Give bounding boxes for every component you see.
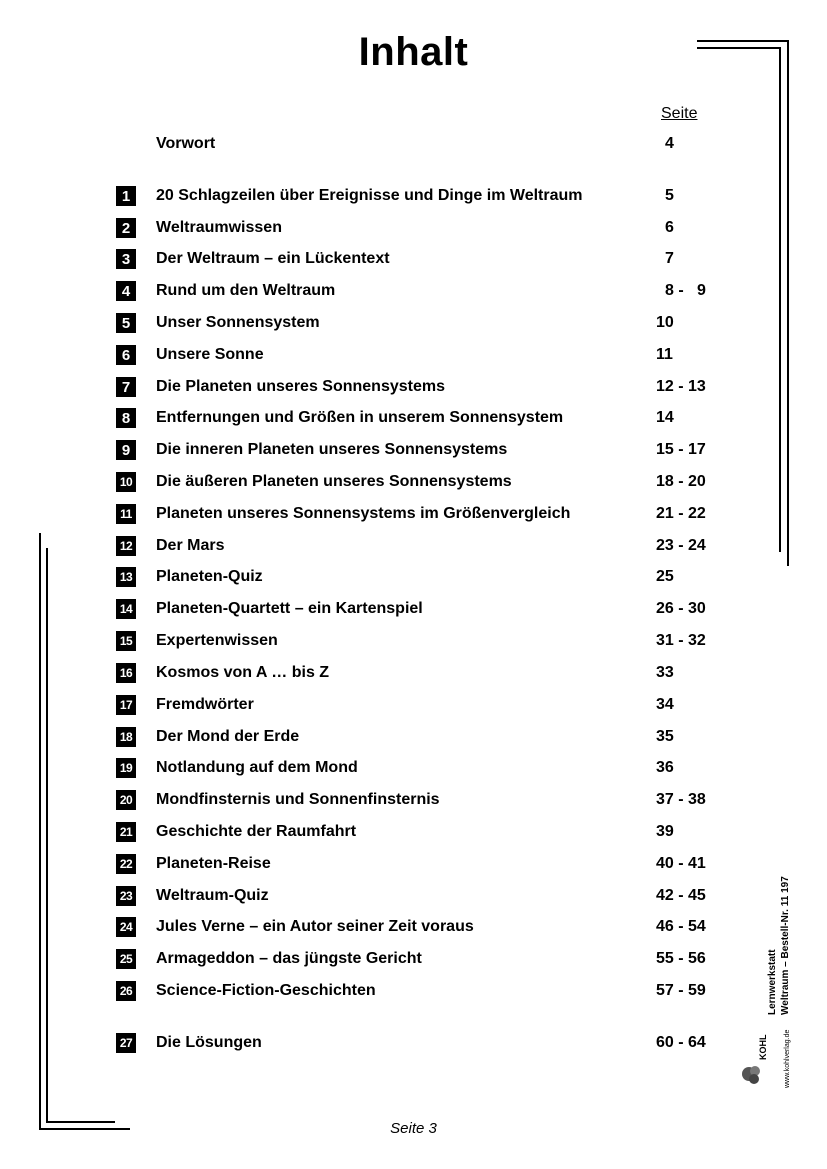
toc-entry[interactable]: [0, 663, 827, 689]
chapter-number-badge: 24: [116, 917, 136, 937]
chapter-number-badge: 23: [116, 886, 136, 906]
toc-entry-label: Die äußeren Planeten unseres Sonnensystems: [156, 473, 512, 490]
toc-entry-label: Mondfinsternis und Sonnenfinsternis: [156, 791, 440, 808]
page-footer: Seite 3: [390, 1120, 437, 1137]
toc-entry-label: Notlandung auf dem Mond: [156, 759, 358, 776]
chapter-number-badge: 22: [116, 854, 136, 874]
toc-entry-page: 15 - 17: [656, 441, 706, 458]
frame-line-top-right-inner: [697, 47, 781, 49]
chapter-number-badge: 5: [116, 313, 136, 333]
toc-entry-label: Die Planeten unseres Sonnensystems: [156, 378, 445, 395]
toc-entry-label: 20 Schlagzeilen über Ereignisse und Dinge im Weltraum: [156, 187, 583, 204]
frame-line-top-right-outer: [697, 40, 789, 42]
toc-entry[interactable]: [0, 631, 827, 657]
publisher-series: Lernwerkstatt: [767, 949, 778, 1015]
toc-entry-label: Der Mars: [156, 537, 225, 554]
toc-entry[interactable]: [0, 345, 827, 371]
chapter-number-badge: 20: [116, 790, 136, 810]
toc-entry-label: Unser Sonnensystem: [156, 314, 320, 331]
toc-entry-page: 33: [656, 664, 674, 681]
chapter-number-badge: 11: [116, 504, 136, 524]
toc-entry-page: 60 - 64: [656, 1034, 706, 1051]
toc-entry-page: 7: [665, 250, 674, 267]
toc-entry-label: Geschichte der Raumfahrt: [156, 823, 357, 840]
toc-entry[interactable]: [0, 281, 827, 307]
toc-entry-label: Weltraumwissen: [156, 219, 282, 236]
toc-entry[interactable]: [0, 790, 827, 816]
toc-entry-page: 31 - 32: [656, 632, 706, 649]
chapter-number-badge: 8: [116, 408, 136, 428]
toc-entry-label: Planeten-Quiz: [156, 568, 263, 585]
frame-line-right-outer: [787, 40, 789, 566]
chapter-number-badge: 16: [116, 663, 136, 683]
toc-entry-page: 35: [656, 728, 674, 745]
toc-entry-label: Fremdwörter: [156, 696, 254, 713]
chapter-number-badge: 26: [116, 981, 136, 1001]
toc-entry-label: Die inneren Planeten unseres Sonnensystems: [156, 441, 508, 458]
toc-entry[interactable]: [0, 186, 827, 212]
chapter-number-badge: 15: [116, 631, 136, 651]
toc-entry-page: 34: [656, 696, 674, 713]
toc-entry[interactable]: [0, 854, 827, 880]
toc-entry-label: Jules Verne – ein Autor seiner Zeit voraus: [156, 918, 474, 935]
toc-entry[interactable]: [0, 472, 827, 498]
toc-entry-page: 10: [656, 314, 674, 331]
toc-entry[interactable]: [0, 981, 827, 1007]
publisher-brand: KOHL: [758, 1034, 768, 1060]
toc-entry-page: 46 - 54: [656, 918, 706, 935]
toc-entry-label: Entfernungen und Größen in unserem Sonnensystem: [156, 409, 564, 426]
toc-entry-label: Rund um den Weltraum: [156, 282, 336, 299]
toc-entry-label: Die Lösungen: [156, 1034, 262, 1051]
chapter-number-badge: 10: [116, 472, 136, 492]
toc-entry-page: 4: [665, 135, 674, 152]
chapter-number-badge: 12: [116, 536, 136, 556]
toc-entry[interactable]: [0, 822, 827, 848]
toc-entry-label: Der Mond der Erde: [156, 728, 300, 745]
toc-entry[interactable]: [0, 377, 827, 403]
toc-entry[interactable]: [0, 917, 827, 943]
chapter-number-badge: 19: [116, 758, 136, 778]
publisher-imprint: [738, 870, 798, 1090]
chapter-number-badge: 18: [116, 727, 136, 747]
chapter-number-badge: 1: [116, 186, 136, 206]
toc-entry-page: 21 - 22: [656, 505, 706, 522]
chapter-number-badge: 7: [116, 377, 136, 397]
toc-entry-label: Kosmos von A … bis Z: [156, 664, 330, 681]
frame-line-right-inner: [779, 47, 781, 552]
toc-entry-label: Unsere Sonne: [156, 346, 264, 363]
publisher-order-number: Weltraum – Bestell-Nr. 11 197: [780, 876, 791, 1015]
toc-entry-page: 26 - 30: [656, 600, 706, 617]
page-title: Inhalt: [358, 30, 469, 74]
toc-entry[interactable]: [0, 536, 827, 562]
toc-entry-page: 6: [665, 219, 674, 236]
toc-entry-page: 23 - 24: [656, 537, 706, 554]
chapter-number-badge: 14: [116, 599, 136, 619]
toc-entry-page: 12 - 13: [656, 378, 706, 395]
toc-entry-page: 11: [656, 346, 673, 363]
chapter-number-badge: 13: [116, 567, 136, 587]
toc-entry[interactable]: [0, 440, 827, 466]
frame-line-left-outer: [39, 533, 41, 1130]
chapter-number-badge: 3: [116, 249, 136, 269]
toc-entry-label: Armageddon – das jüngste Gericht: [156, 950, 422, 967]
toc-entry[interactable]: [0, 504, 827, 530]
toc-entry-page: 36: [656, 759, 674, 776]
toc-entry[interactable]: [0, 1033, 827, 1059]
toc-entry-page: 18 - 20: [656, 473, 706, 490]
toc-entry-vorwort[interactable]: [0, 134, 827, 160]
publisher-url: www.kohlverlag.de: [784, 1029, 791, 1088]
chapter-number-badge: 17: [116, 695, 136, 715]
toc-entry-page: 37 - 38: [656, 791, 706, 808]
chapter-number-badge: 2: [116, 218, 136, 238]
chapter-number-badge: 6: [116, 345, 136, 365]
toc-entry-label: Planeten unseres Sonnensystems im Größenvergleich: [156, 505, 571, 522]
chapter-number-badge: 25: [116, 949, 136, 969]
toc-entry[interactable]: [0, 599, 827, 625]
toc-entry-page: 39: [656, 823, 674, 840]
toc-entry[interactable]: [0, 567, 827, 593]
toc-entry[interactable]: [0, 218, 827, 244]
toc-entry-label: Der Weltraum – ein Lückentext: [156, 250, 390, 267]
toc-entry-label: Expertenwissen: [156, 632, 278, 649]
toc-entry[interactable]: [0, 695, 827, 721]
toc-entry[interactable]: [0, 949, 827, 975]
toc-entry-page: 8 - 9: [665, 282, 706, 299]
toc-entry-page: 42 - 45: [656, 887, 706, 904]
page-column-header: Seite: [661, 105, 698, 122]
frame-line-left-inner: [46, 548, 48, 1123]
toc-entry-page: 57 - 59: [656, 982, 706, 999]
toc-entry-label: Planeten-Quartett – ein Kartenspiel: [156, 600, 423, 617]
toc-entry-label: Science-Fiction-Geschichten: [156, 982, 376, 999]
publisher-logo-icon: [740, 1062, 766, 1088]
toc-entry[interactable]: [0, 886, 827, 912]
toc-entry-label: Weltraum-Quiz: [156, 887, 269, 904]
toc-entry-page: 25: [656, 568, 674, 585]
toc-entry-page: 5: [665, 187, 674, 204]
toc-entry-page: 55 - 56: [656, 950, 706, 967]
toc-entry[interactable]: [0, 727, 827, 753]
toc-entry[interactable]: [0, 313, 827, 339]
toc-entry-page: 14: [656, 409, 674, 426]
toc-entry-label: Vorwort: [156, 135, 216, 152]
toc-entry-label: Planeten-Reise: [156, 855, 271, 872]
chapter-number-badge: 9: [116, 440, 136, 460]
chapter-number-badge: 4: [116, 281, 136, 301]
chapter-number-badge: 27: [116, 1033, 136, 1053]
toc-entry[interactable]: [0, 249, 827, 275]
toc-entry-page: 40 - 41: [656, 855, 706, 872]
toc-entry[interactable]: [0, 758, 827, 784]
chapter-number-badge: 21: [116, 822, 136, 842]
toc-entry[interactable]: [0, 408, 827, 434]
